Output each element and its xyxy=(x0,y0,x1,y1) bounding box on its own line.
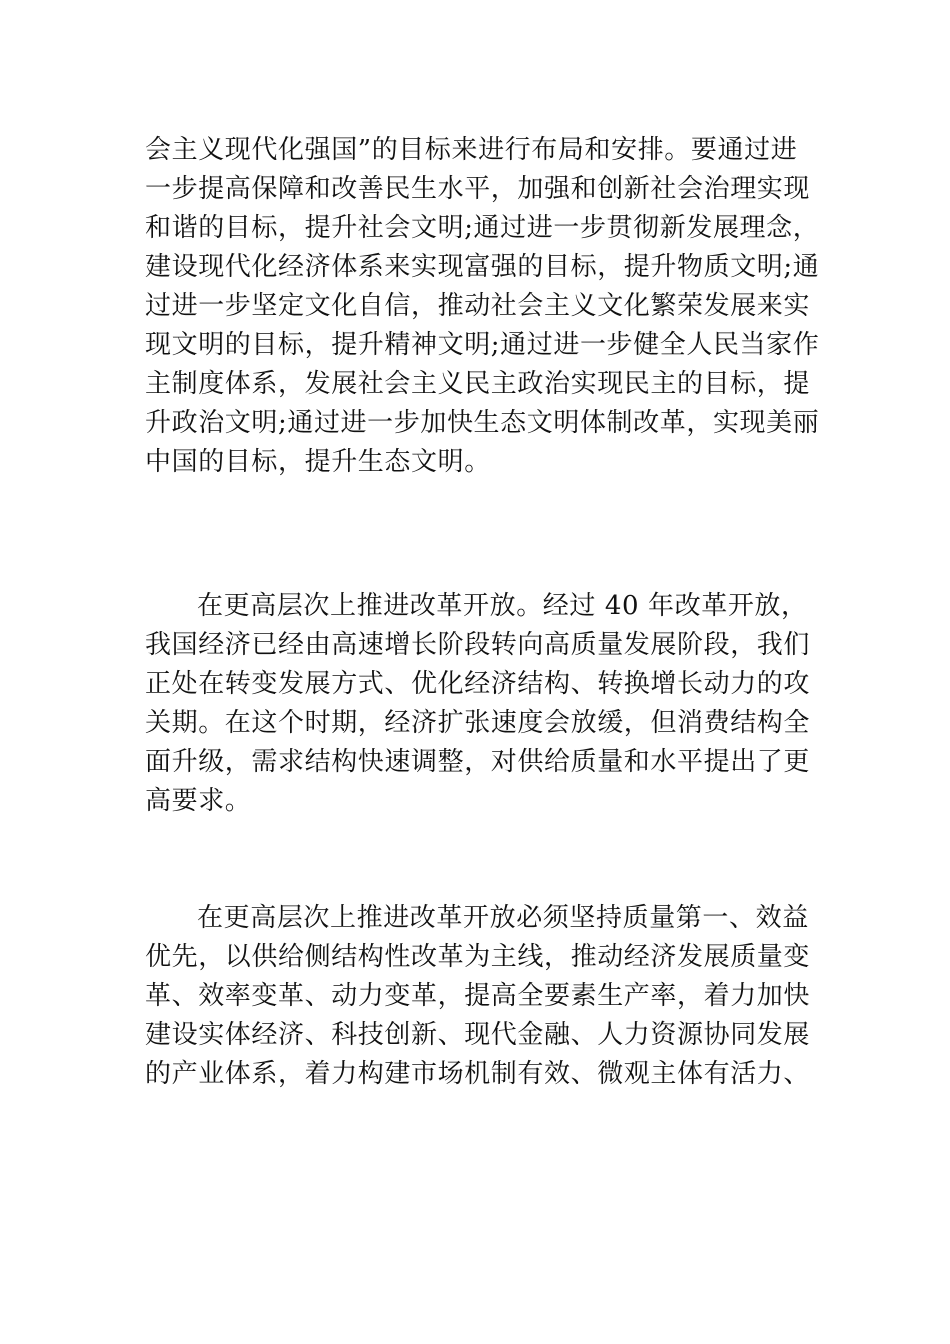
paragraph-1 xyxy=(145,131,820,482)
text-line: 的产业体系，着力构建市场机制有效、微观主体有活力、 xyxy=(145,1059,811,1089)
text-line: 现文明的目标，提升精神文明;通过进一步健全人民当家作 xyxy=(145,330,820,360)
text-line: 建设现代化经济体系来实现富强的目标，提升物质文明;通 xyxy=(145,252,820,282)
text-line: 革、效率变革、动力变革，提高全要素生产率，着力加快 xyxy=(145,981,811,1011)
text-line: 在更高层次上推进改革开放必须坚持质量第一、效益 xyxy=(197,903,809,933)
text-line: 会主义现代化强国”的目标来进行布局和安排。要通过进 xyxy=(145,135,798,165)
text-line: 我国经济已经由高速增长阶段转向高质量发展阶段，我们 xyxy=(145,630,811,660)
text-line: 优先，以供给侧结构性改革为主线，推动经济发展质量变 xyxy=(145,942,811,972)
text-line: 正处在转变发展方式、优化经济结构、转换增长动力的攻 xyxy=(145,669,811,699)
text-line: 和谐的目标，提升社会文明;通过进一步贯彻新发展理念， xyxy=(145,213,820,243)
paragraph-3 xyxy=(145,899,811,1094)
text-line: 主制度体系，发展社会主义民主政治实现民主的目标，提 xyxy=(145,369,811,399)
text-line: 关期。在这个时期，经济扩张速度会放缓，但消费结构全 xyxy=(145,708,811,738)
text-line: 高要求。 xyxy=(145,786,252,816)
text-line: 建设实体经济、科技创新、现代金融、人力资源协同发展 xyxy=(145,1020,811,1050)
text-line: 面升级，需求结构快速调整，对供给质量和水平提出了更 xyxy=(145,747,811,777)
text-line: 在更高层次上推进改革开放。经过 40 年改革开放， xyxy=(197,591,808,621)
text-line: 过进一步坚定文化自信，推动社会主义文化繁荣发展来实 xyxy=(145,291,811,321)
text-line: 升政治文明;通过进一步加快生态文明体制改革，实现美丽 xyxy=(145,408,820,438)
text-line: 一步提高保障和改善民生水平，加强和创新社会治理实现 xyxy=(145,174,811,204)
text-line: 中国的目标，提升生态文明。 xyxy=(145,447,491,477)
paragraph-2 xyxy=(145,587,811,821)
